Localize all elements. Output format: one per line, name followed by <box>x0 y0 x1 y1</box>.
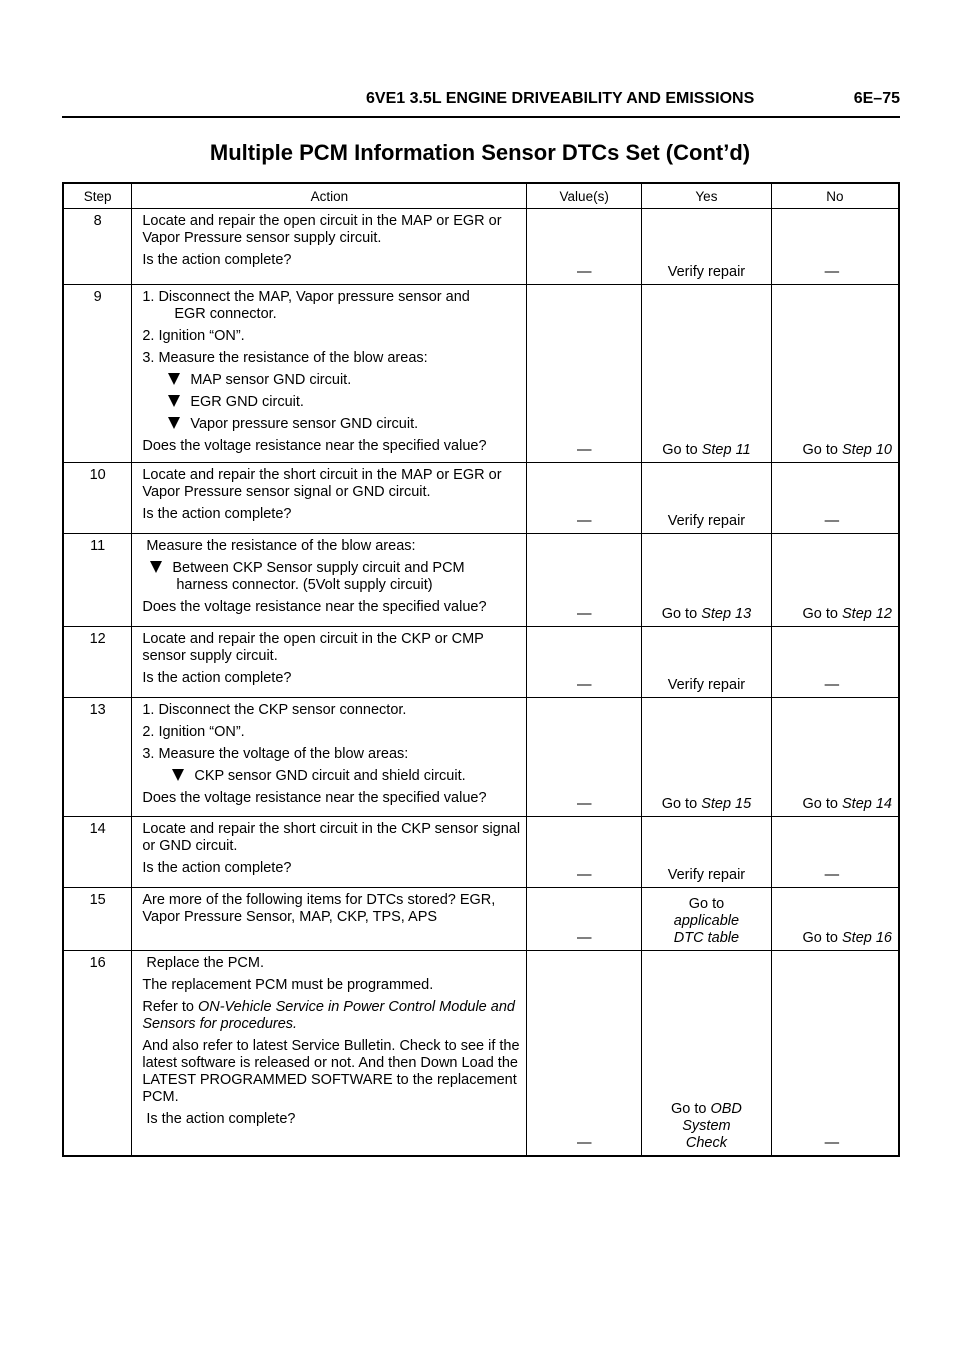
yes-cell <box>642 888 772 951</box>
table-row <box>63 698 899 817</box>
action-question: Does the voltage resistance near the specified value? <box>142 599 487 615</box>
yes-step-ref: Step 11 <box>701 442 751 458</box>
step-number: 15 <box>63 888 132 951</box>
table-row <box>63 534 899 627</box>
table-row <box>63 285 899 463</box>
bullet-item <box>142 372 522 389</box>
action-item: 1. Disconnect the MAP, Vapor pressure sensor and <box>142 289 470 305</box>
table-row <box>63 209 899 285</box>
yes-cell <box>642 285 772 463</box>
no-cell: — <box>771 463 899 534</box>
column-no: No <box>771 183 899 209</box>
refer-text: Refer to <box>142 999 194 1015</box>
action-paragraph: And also refer to latest Service Bulletin. Check to see if the latest software is released or not. And then Down Load the LATEST PROGRAMMED SOFTWARE to the replacement PCM. <box>142 1038 520 1105</box>
triangle-bullet-icon <box>168 373 180 385</box>
action-cell <box>132 888 527 951</box>
no-step-ref: Step 16 <box>842 930 892 946</box>
action-question: Does the voltage resistance near the specified value? <box>142 790 487 806</box>
step-number: 10 <box>63 463 132 534</box>
action-item: 3. Measure the voltage of the blow areas: <box>142 746 409 762</box>
action-text: Are more of the following items for DTCs stored? EGR, Vapor Pressure Sensor, MAP, CKP, TPS, APS <box>142 892 496 925</box>
action-paragraph <box>142 999 522 1033</box>
no-cell: — <box>771 627 899 698</box>
go-to-text: Go to <box>802 930 838 946</box>
yes-cell: Verify repair <box>642 627 772 698</box>
column-yes: Yes <box>642 183 772 209</box>
yes-cell: Verify repair <box>642 209 772 285</box>
go-to-text: Go to <box>661 606 698 622</box>
bullet-item <box>142 416 522 433</box>
action-cell <box>132 463 527 534</box>
yes-cell: Verify repair <box>642 463 772 534</box>
action-cell <box>132 627 527 698</box>
no-cell <box>771 285 899 463</box>
triangle-bullet-icon <box>168 395 180 407</box>
table-row <box>63 627 899 698</box>
step-number: 16 <box>63 951 132 1156</box>
action-question: Is the action complete? <box>142 860 292 876</box>
go-to-text: Go to <box>662 442 698 458</box>
no-step-ref: Step 12 <box>842 606 892 622</box>
action-cell <box>132 817 527 888</box>
bullet-text: MAP sensor GND circuit. <box>190 372 352 388</box>
action-item: 1. Disconnect the CKP sensor connector. <box>142 702 407 718</box>
go-to-text: Go to <box>688 896 725 912</box>
action-cell <box>132 698 527 817</box>
bullet-text: Vapor pressure sensor GND circuit. <box>190 416 419 432</box>
yes-ref-line: OBD <box>710 1100 742 1117</box>
no-cell <box>771 534 899 627</box>
action-text: Locate and repair the open circuit in the CKP or CMP sensor supply circuit. <box>142 631 484 664</box>
action-question: Is the action complete? <box>146 1111 296 1127</box>
header-title: 6VE1 3.5L ENGINE DRIVEABILITY AND EMISSIONS <box>366 90 755 107</box>
triangle-bullet-icon <box>168 417 180 429</box>
table-row <box>63 888 899 951</box>
column-values: Value(s) <box>527 183 642 209</box>
table-row <box>63 817 899 888</box>
action-question: Is the action complete? <box>142 506 292 522</box>
bullet-item <box>142 394 522 411</box>
action-item: 2. Ignition “ON”. <box>142 724 245 740</box>
value-cell: — <box>527 698 642 817</box>
triangle-bullet-icon <box>172 769 184 781</box>
action-cell <box>132 209 527 285</box>
value-cell: — <box>527 534 642 627</box>
page-number: 6E–75 <box>853 90 900 107</box>
bullet-text-continued: harness connector. (5Volt supply circuit) <box>176 577 433 593</box>
table-row <box>63 463 899 534</box>
no-cell: — <box>771 209 899 285</box>
step-number: 9 <box>63 285 132 463</box>
action-item: 2. Ignition “ON”. <box>142 328 245 344</box>
triangle-bullet-icon <box>150 561 162 573</box>
value-cell: — <box>527 627 642 698</box>
action-text: Locate and repair the short circuit in the MAP or EGR or Vapor Pressure sensor signal or GND circuit. <box>142 467 502 500</box>
action-cell <box>132 534 527 627</box>
yes-step-ref: Step 13 <box>701 606 752 622</box>
step-number: 13 <box>63 698 132 817</box>
action-question: Is the action complete? <box>142 670 292 686</box>
go-to-text: Go to <box>802 606 838 622</box>
table-row <box>63 951 899 1156</box>
bullet-text: CKP sensor GND circuit and shield circuit. <box>194 768 466 784</box>
table-header-row <box>63 183 899 209</box>
action-cell <box>132 285 527 463</box>
step-number: 14 <box>63 817 132 888</box>
yes-step-ref: Step 15 <box>701 796 752 812</box>
no-cell <box>771 888 899 951</box>
column-step: Step <box>63 183 132 209</box>
no-cell <box>771 698 899 817</box>
action-question: Is the action complete? <box>142 252 292 268</box>
yes-cell <box>642 534 772 627</box>
action-text: Locate and repair the short circuit in the CKP sensor signal or GND circuit. <box>142 821 521 854</box>
no-step-ref: Step 10 <box>842 442 892 458</box>
yes-ref-line: applicable <box>673 913 740 929</box>
yes-cell: Verify repair <box>642 817 772 888</box>
value-cell: — <box>527 888 642 951</box>
action-item-continued: EGR connector. <box>174 306 277 322</box>
no-step-ref: Step 14 <box>842 796 892 812</box>
yes-ref-line: System <box>682 1117 731 1134</box>
bullet-item <box>142 560 522 577</box>
action-paragraph: The replacement PCM must be programmed. <box>142 977 434 993</box>
page-header <box>62 88 900 118</box>
bullet-text: EGR GND circuit. <box>190 394 304 410</box>
no-cell: — <box>771 817 899 888</box>
yes-ref-line: DTC table <box>673 930 740 946</box>
step-number: 12 <box>63 627 132 698</box>
column-action: Action <box>132 183 527 209</box>
value-cell: — <box>527 951 642 1156</box>
action-question: Does the voltage resistance near the specified value? <box>142 438 487 454</box>
value-cell: — <box>527 285 642 463</box>
diagnostic-table <box>62 182 900 1157</box>
reference-text: ON-Vehicle Service in Power Control Module and Sensors for procedures. <box>142 999 515 1032</box>
action-cell <box>132 951 527 1156</box>
go-to-text: Go to <box>661 796 698 812</box>
value-cell: — <box>527 463 642 534</box>
bullet-text: Between CKP Sensor supply circuit and PCM <box>172 560 465 576</box>
no-cell: — <box>771 951 899 1156</box>
action-item: Measure the resistance of the blow areas: <box>146 538 416 554</box>
yes-ref-line: Check <box>685 1134 727 1151</box>
yes-cell <box>642 698 772 817</box>
value-cell: — <box>527 209 642 285</box>
action-text: Locate and repair the open circuit in the MAP or EGR or Vapor Pressure sensor supply circuit. <box>142 213 502 246</box>
action-item: 3. Measure the resistance of the blow areas: <box>142 350 428 366</box>
yes-cell <box>642 951 772 1156</box>
go-to-text: Go to <box>670 1100 707 1117</box>
value-cell: — <box>527 817 642 888</box>
bullet-item <box>142 768 522 785</box>
go-to-text: Go to <box>802 442 838 458</box>
step-number: 8 <box>63 209 132 285</box>
document-title: Multiple PCM Information Sensor DTCs Set (Cont’d) <box>209 140 751 165</box>
step-number: 11 <box>63 534 132 627</box>
go-to-text: Go to <box>802 796 838 812</box>
action-item: Replace the PCM. <box>146 955 265 971</box>
